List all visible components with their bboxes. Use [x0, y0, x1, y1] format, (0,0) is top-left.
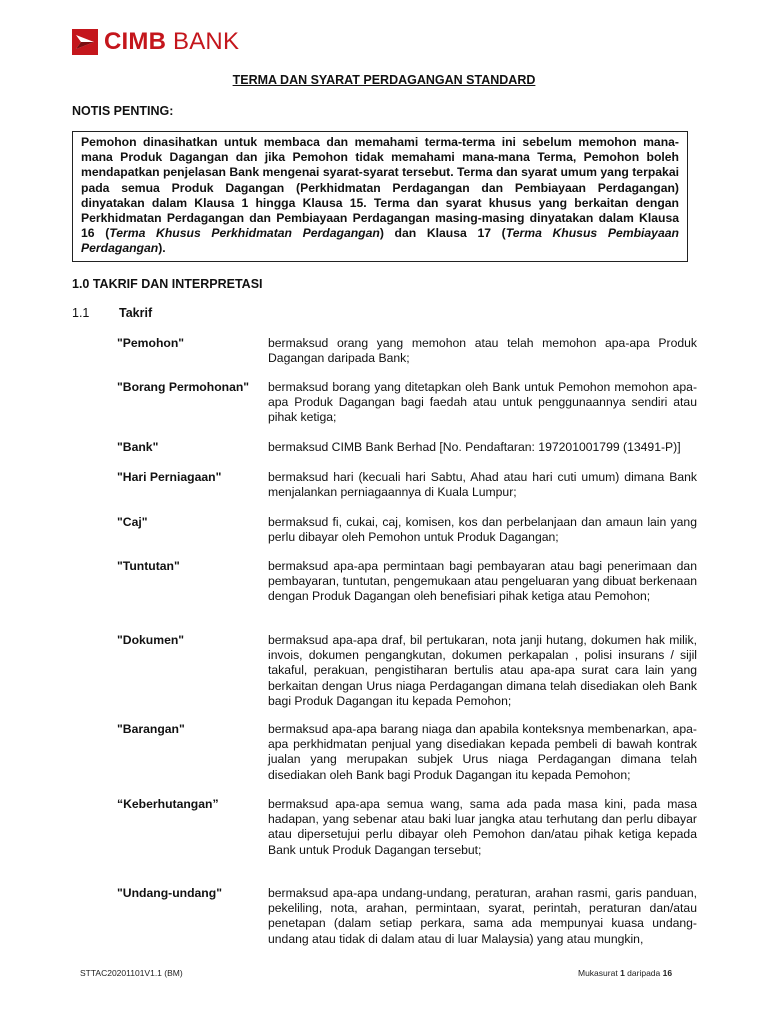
subsection-number: 1.1 — [72, 306, 90, 320]
definition-term: “Keberhutangan” — [117, 797, 219, 811]
definition-row — [117, 440, 697, 455]
definition-meaning: bermaksud apa-apa semua wang, sama ada pada masa kini, pada masa hadapan, yang sebenar atau baki luar jangka atau terhutang dan perlu dibayar atau dipersetujui perlu dibayar oleh Pemohon dan/atau pihak ketiga kepada Bank untuk Produk Dagangan tersebut; — [268, 797, 697, 857]
page-total: 16 — [662, 968, 673, 978]
cimb-bank-logo — [72, 28, 239, 56]
logo-brand: CIMB — [104, 28, 167, 55]
definition-term: "Pemohon" — [117, 336, 185, 350]
definition-row — [117, 515, 697, 545]
definition-row — [117, 336, 697, 366]
document-code: STTAC20201101V1.1 (BM) — [80, 968, 183, 978]
subsection-title: Takrif — [119, 306, 153, 320]
page-of-label: daripada — [627, 968, 661, 978]
definition-meaning: bermaksud hari (kecuali hari Sabtu, Ahad atau hari cuti umum) dimana Bank menjalankan perniagaannya di Kuala Lumpur; — [268, 470, 697, 500]
definition-meaning: bermaksud apa-apa draf, bil pertukaran, nota janji hutang, dokumen hak milik, invois, dokumen pengangkutan, dokumen perkapalan , polisi insurans / sijil takaful, perakuan, pengistiharan bertulis atau apa-apa surat cara lain yang berkaitan dengan Urus niaga Perdagangan dimana telah disediakan oleh Bank bagi Produk Dagangan itu kepada Pemohon; — [268, 633, 697, 708]
definition-term: "Hari Perniagaan" — [117, 470, 222, 484]
notice-box — [72, 131, 688, 262]
logo-wordmark — [104, 28, 239, 56]
definition-row — [117, 886, 697, 947]
definition-row — [117, 559, 697, 605]
section-heading: 1.0 TAKRIF DAN INTERPRETASI — [72, 277, 263, 291]
definition-term: "Barangan" — [117, 722, 185, 736]
page-label: Mukasurat — [578, 968, 618, 978]
cimb-mark-icon — [72, 29, 98, 55]
page-current: 1 — [620, 968, 625, 978]
definition-term: "Borang Permohonan" — [117, 380, 250, 394]
definition-row — [117, 797, 697, 858]
definition-row — [117, 470, 697, 500]
definition-meaning: bermaksud fi, cukai, caj, komisen, kos dan perbelanjaan dan amaun lain yang perlu dibayar oleh Pemohon untuk Produk Dagangan; — [268, 515, 697, 545]
definition-row — [117, 722, 697, 783]
definition-meaning: bermaksud apa-apa permintaan bagi pembayaran atau bagi penerimaan dan pembayaran, tuntutan, pengemukaan atau pengeluaran yang dibuat berkenaan dengan Produk Dagangan oleh benefisiari pihak ketiga atau Pemohon; — [268, 559, 697, 604]
definition-meaning: bermaksud orang yang memohon atau telah memohon apa-apa Produk Dagangan daripada Bank; — [268, 336, 697, 366]
notice-text-mid: ) dan Klausa 17 ( — [379, 226, 506, 241]
definition-term: "Caj" — [117, 515, 148, 529]
definition-meaning: bermaksud apa-apa undang-undang, peraturan, arahan rasmi, garis panduan, pekeliling, nota, arahan, permintaan, syarat, perintah, peraturan dan/atau penetapan (dalam setiap perkara, sama ada mempunyai kuasa undang-undang atau tidak di dalam atau di luar Malaysia) yang atau mungkin, — [268, 886, 697, 946]
notice-text-end: ). — [158, 241, 166, 256]
notice-italic-2: Terma Khusus Pembiayaan Perdagangan — [81, 226, 679, 256]
notice-italic-1: Terma Khusus Perkhidmatan Perdagangan — [109, 226, 380, 241]
definition-meaning: bermaksud borang yang ditetapkan oleh Bank untuk Pemohon memohon apa-apa Produk Dagangan bagi faedah atau untuk penggunaannya sendiri atau pihak ketiga; — [268, 380, 697, 425]
definition-term: "Tuntutan" — [117, 559, 180, 573]
page-indicator — [578, 968, 672, 978]
definition-meaning: bermaksud apa-apa barang niaga dan apabila konteksnya membenarkan, apa-apa perkhidmatan penjual yang disediakan kepada pembeli di bawah kontrak jualan yang merupakan subjek Urus niaga Perdagangan dimana telah disediakan oleh Bank bagi Produk Dagangan itu kepada Pemohon; — [268, 722, 697, 782]
definition-term: "Bank" — [117, 440, 159, 454]
document-title: TERMA DAN SYARAT PERDAGANGAN STANDARD — [232, 73, 536, 87]
definition-meaning: bermaksud CIMB Bank Berhad [No. Pendaftaran: 197201001799 (13491-P)] — [268, 440, 681, 454]
logo-suffix: BANK — [173, 28, 240, 55]
definition-term: "Undang-undang" — [117, 886, 222, 900]
definition-term: "Dokumen" — [117, 633, 185, 647]
notice-text-main: Pemohon dinasihatkan untuk membaca dan memahami terma-terma ini sebelum memohon mana-mana Produk Dagangan dan jika Pemohon tidak memahami mana-mana Terma, Pemohon boleh mendapatkan penjelasan Bank mengenai syarat-syarat tersebut. Terma dan syarat umum yang terpakai pada semua Produk Dagangan (Perkhidmatan Perdagangan dan Pembiayaan Perdagangan) dinyatakan dalam Klausa 1 hingga Klausa 15. Terma dan syarat khusus yang berkaitan dengan Perkhidmatan Perdagangan dan Pembiayaan Perdagangan masing-masing dinyatakan dalam Klausa 16 ( — [81, 135, 679, 241]
notice-label: NOTIS PENTING: — [72, 104, 174, 118]
definition-row — [117, 633, 697, 709]
definition-row — [117, 380, 697, 426]
